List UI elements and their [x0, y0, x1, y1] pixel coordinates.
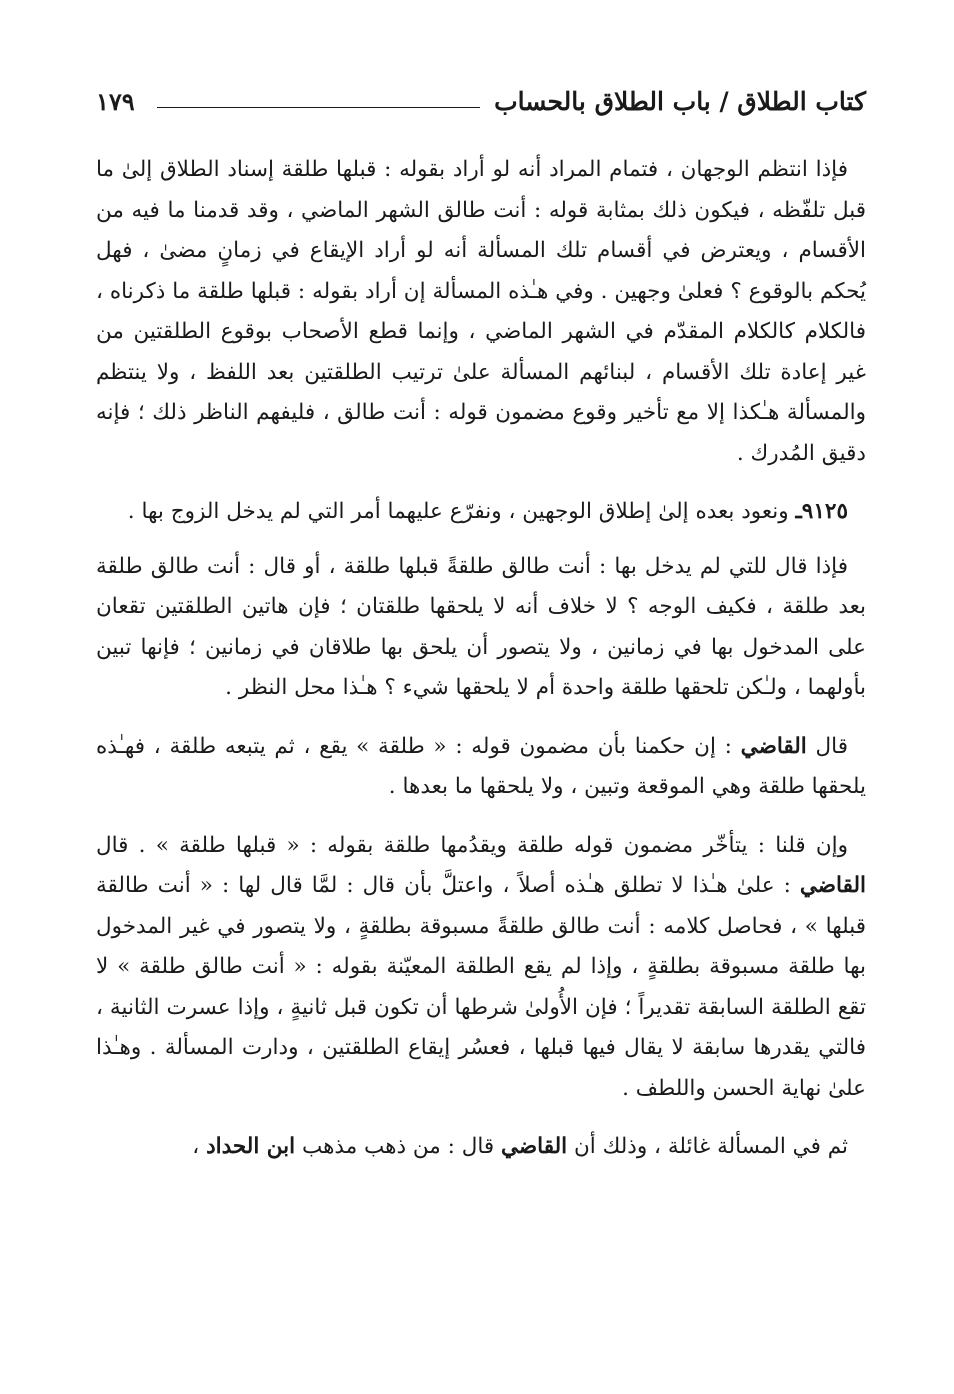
- chapter-title: كتاب الطلاق / باب الطلاق بالحساب: [494, 86, 866, 116]
- running-header: [96, 78, 866, 124]
- paragraph-6-mid: قال : من ذهب مذهب: [301, 1134, 495, 1159]
- paragraph-5-text: : علىٰ هـٰذا لا تطلق هـٰذه أصلاً ، واعتلَّ بأن قال : لمَّا قال لها : « أنت طالقة قبلها » ، فحاصل كلامه : أنت طالق طلقةً مسبوقة بطلقةٍ ، ولا يتصور في غير المدخول بها طلقة مسبوقة بطلقةٍ ، وإذا لم يقع الطلقة المعيّنة بقوله : « أنت طالق طلقة » لا تقع الطلقة السابقة تقديراً ؛ فإن الأُولىٰ شرطها أن تكون قبل ثانيةٍ ، وإذا عسرت الثانية ، فالتي يقدرها سابقة لا يقال فيها قبلها ، فعسُر إيقاع الطلقتين ، ودارت المسألة . وهـٰذا علىٰ نهاية الحسن واللطف .: [96, 873, 866, 1101]
- scholar-name-2: ابن الحداد: [206, 1134, 296, 1159]
- page-number: ١٧٩: [96, 86, 135, 116]
- section-number: ٩١٢٥ـ: [795, 499, 848, 524]
- paragraph-2: [96, 492, 866, 533]
- paragraph-6-lead: ثم في المسألة غائلة ، وذلك أن: [573, 1134, 848, 1159]
- scholar-name: القاضي: [799, 873, 866, 898]
- paragraph-5: [96, 826, 866, 1110]
- paragraph-2-text: ونعود بعده إلىٰ إطلاق الوجهين ، ونفرّع عليهما أمر التي لم يدخل الزوج بها .: [127, 499, 789, 524]
- paragraph-4: [96, 727, 866, 808]
- paragraph-3: فإذا قال للتي لم يدخل بها : أنت طالق طلقةً قبلها طلقة ، أو قال : أنت طالق طلقة بعد طلقة ، فكيف الوجه ؟ لا خلاف أنه لا يلحقها طلقتان ؛ فإن هاتين الطلقتين تقعان على المدخول بها في زمانين ، ولا يتصور أن يلحق بها طلاقان في زمانين ؛ فإنها تبين بأولهما ، ولـٰكن تلحقها طلقة واحدة أم لا يلحقها شيء ؟ هـٰذا محل النظر .: [96, 553, 866, 700]
- header-rule: [157, 107, 480, 108]
- paragraph-6-end: ،: [192, 1134, 200, 1159]
- page-body: [96, 150, 866, 1186]
- paragraph-1: فإذا انتظم الوجهان ، فتمام المراد أنه لو أراد بقوله : قبلها طلقة إسناد الطلاق إلىٰ ما قبل تلفّظه ، فيكون ذلك بمثابة قوله : أنت طالق الشهر الماضي ، وقد قدمنا ما فيه من الأقسام ، ويعترض في أقسام تلك المسألة أنه لو أراد الإيقاع في زمانٍ مضىٰ ، فهل يُحكم بالوقوع ؟ فعلىٰ وجهين . وفي هـٰذه المسألة إن أراد بقوله : قبلها طلقة ما ذكرناه ، فالكلام كالكلام المقدّم في الشهر الماضي ، وإنما قطع الأصحاب بوقوع الطلقتين من غير إعادة تلك الأقسام ، لبنائهم المسألة علىٰ ترتيب الطلقتين بعد اللفظ ، ولا ينتظم والمسألة هـٰكذا إلا مع تأخير وقوع مضمون قوله : أنت طالق ، فليفهم الناظر ذلك ؛ فإنه دقيق المُدرك .: [96, 157, 866, 466]
- paragraph-4-text: : إن حكمنا بأن مضمون قوله : « طلقة » يقع ، ثم يتبعه طلقة ، فهـٰذه يلحقها طلقة وهي الموقعة وتبين ، ولا يلحقها ما بعدها .: [96, 733, 866, 799]
- paragraph-6: [96, 1127, 866, 1168]
- scholar-name: القاضي: [740, 733, 807, 759]
- paragraph-4-lead: قال: [815, 733, 848, 759]
- paragraph-5-lead: وإن قلنا : يتأخّر مضمون قوله طلقة ويقدُمها طلقة بقوله : « قبلها طلقة » . قال: [96, 832, 848, 858]
- scholar-name: القاضي: [501, 1134, 568, 1159]
